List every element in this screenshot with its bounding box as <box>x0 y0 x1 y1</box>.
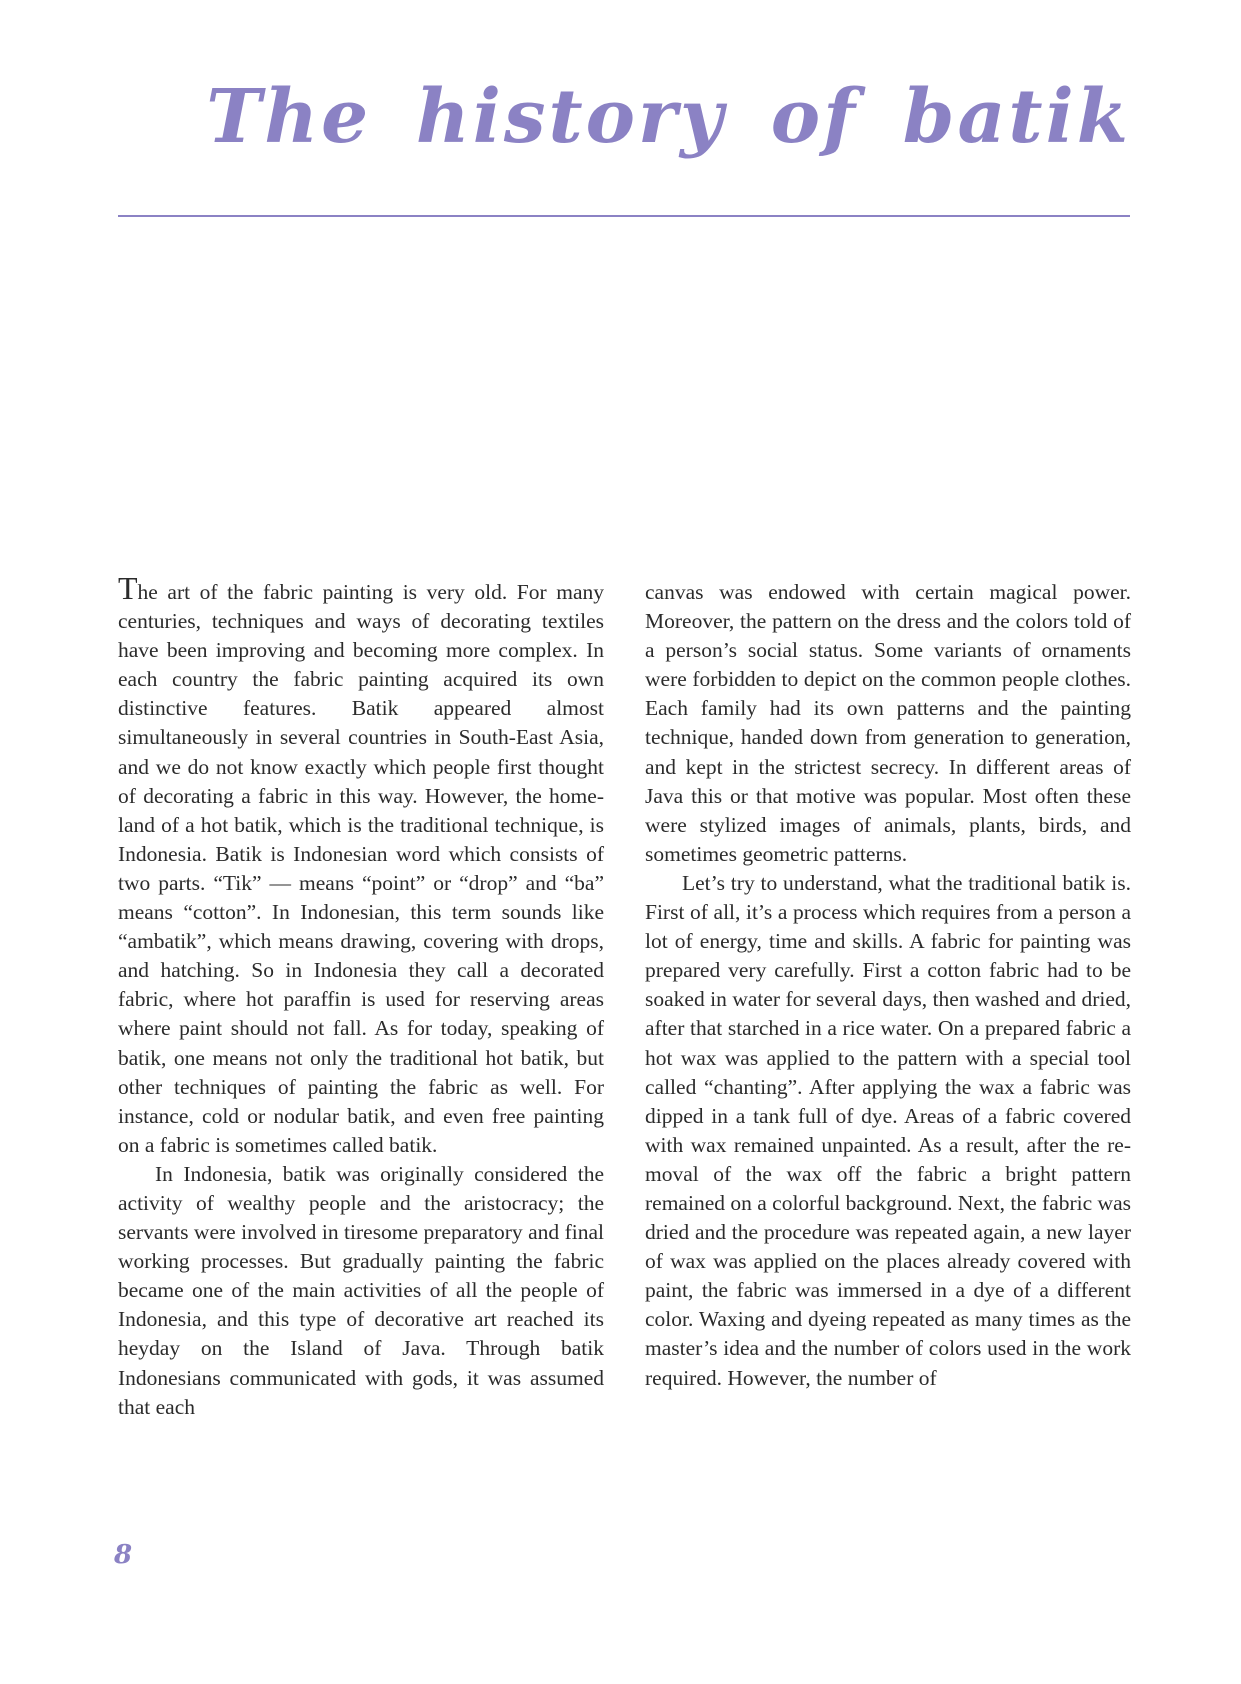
page-number: 8 <box>114 1540 133 1570</box>
paragraph-indonesia: In Indonesia, batik was originally considered the activity of wealthy people and the aristocracy; the servants were involved in tiresome preparatory and final working processes. But gradually painting the fabric became one of the main activities of all the people of Indonesia, and this type of decorative art reached its heyday on the Island of Java. Through batik Indonesians communicated with gods, it was assumed that each <box>118 1161 604 1419</box>
paragraph-process: Let’s try to understand, what the traditional batik is. First of all, it’s a process which requires from a person a lot of energy, time and skills. A fabric for painting was prepared very carefully. First a cotton fabric had to be soaked in water for several days, then washed and dried, after that starched in a rice water. On a prepared fabric a hot wax was applied to the pattern with a special tool called “chanting”. After applying the wax a fabric was dipped in a tank full of dye. Areas of a fabric covered with wax remained unpainted. As a result, after the removal of the wax off the fabric a bright pattern remained on a colorful background. Next, the fabric was dried and the procedure was repeated again, a new layer of wax was applied on the places already covered with paint, the fabric was immersed in a dye of a different color. Waxing and dyeing repeated as many times as the master’s idea and the number of colors used in the work required. However, the number of <box>645 870 1131 1390</box>
paragraph-intro-text: he art of the fabric painting is very old. For many centuries, techniques and ways of decorating textiles have been improving and becoming more complex. In each country the fabric painting acquired its own distinctive features. Batik appeared almost simultaneously in several countries in South-East Asia, and we do not know exactly which people first thought of decorating a fabric in this way. However, the homeland of a hot batik, which is the traditional technique, is Indonesia. Batik is Indonesian word which consists of two parts. “Tik” — means “point” or “drop” and “ba” means “cotton”. In Indonesian, this term sounds like “ambatik”, which means drawing, covering with drops, and hatching. So in Indonesia they call a decorated fabric, where hot paraffin is used for reserving areas where paint should not fall. As for today, speaking of batik, one means not only the traditional hot batik, but other techniques of painting the fabric as well. For instance, cold or nodular batik, and even free painting on a fabric is sometimes called batik. <box>118 580 604 1157</box>
drop-letter: T <box>118 570 138 606</box>
title-rule <box>118 215 1130 217</box>
paragraph-intro <box>118 570 604 1160</box>
right-column <box>645 578 1131 1393</box>
left-column <box>118 570 604 1422</box>
paragraph-status: canvas was endowed with certain magical power. Moreover, the pattern on the dress and the colors told of a person’s social status. Some variants of ornaments were forbidden to depict on the common people clothes. Each family had its own patterns and the painting technique, handed down from generation to generation, and kept in the strictest secrecy. In different areas of Java this or that motive was popular. Most often these were stylized images of animals, plants, birds, and sometimes geometric patterns. <box>645 580 1131 866</box>
page-title: The history of batik <box>206 74 1131 160</box>
